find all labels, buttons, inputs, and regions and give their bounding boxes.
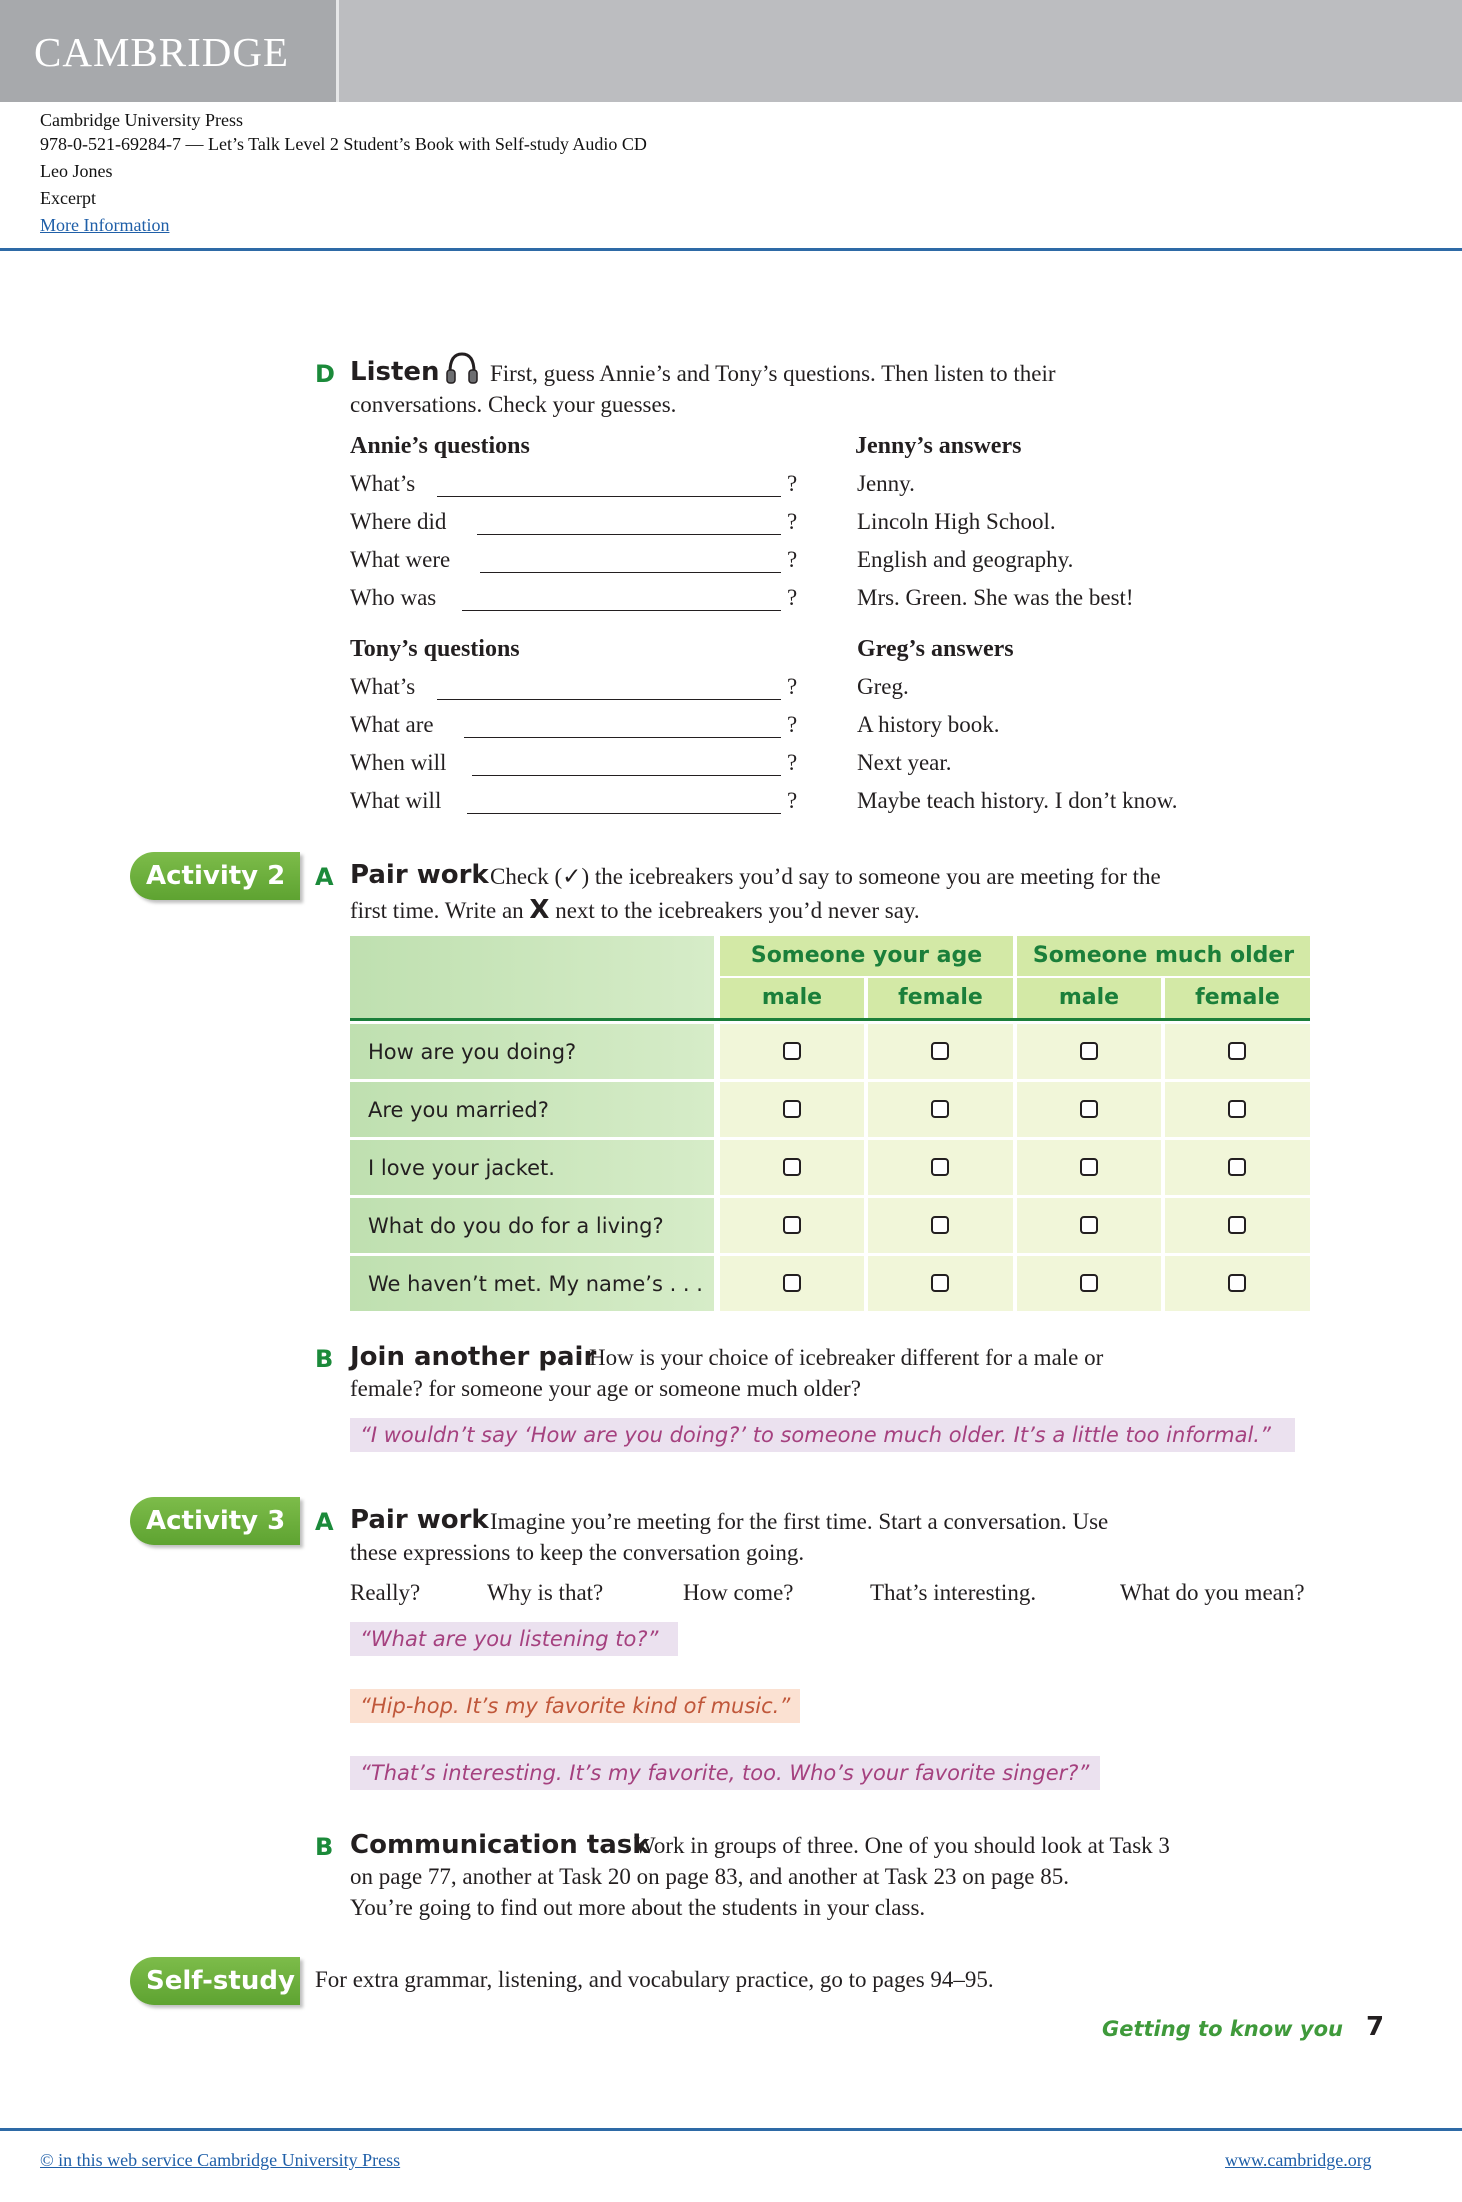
speech-bubble: “I wouldn’t say ‘How are you doing?’ to someone much older. It’s a little too informal.” [350, 1418, 1295, 1452]
cambridge-website-link[interactable]: www.cambridge.org [1225, 2150, 1372, 2170]
activity-3b-line3: You’re going to find out more about the students in your class. [350, 1895, 926, 1920]
greg-answers-title: Greg’s answers [857, 636, 1014, 662]
annie-q2: Where did [350, 509, 447, 534]
checkbox[interactable] [1080, 1100, 1098, 1118]
sub-male-1: male [720, 978, 864, 1018]
question-mark: ? [787, 674, 798, 699]
checkbox[interactable] [783, 1158, 801, 1176]
table-cell [1017, 1024, 1161, 1079]
checkbox[interactable] [1228, 1216, 1246, 1234]
annie-q3: What were [350, 547, 451, 572]
cambridge-logo: CAMBRIDGE [34, 29, 290, 75]
group-someone-your-age: Someone your age [720, 936, 1013, 976]
section-d-letter: D [315, 360, 335, 388]
checkbox[interactable] [931, 1158, 949, 1176]
page-number: 7 [1366, 2012, 1385, 2042]
author: Leo Jones [40, 161, 113, 181]
table-cell [1165, 1198, 1310, 1253]
table-cell [1017, 1140, 1161, 1195]
jenny-a1: Jenny. [857, 471, 915, 496]
activity-3b-line2: on page 77, another at Task 20 on page 83, and another at Task 23 on page 85. [350, 1864, 1069, 1889]
question-mark: ? [787, 585, 798, 610]
table-row-label: I love your jacket. [350, 1140, 714, 1195]
listen-heading: Listen [350, 357, 440, 387]
expression: That’s interesting. [870, 1580, 1037, 1605]
check-text: Check ( [490, 864, 563, 889]
greg-a2: A history book. [857, 712, 1000, 737]
checkbox[interactable] [1080, 1274, 1098, 1292]
checkbox[interactable] [1080, 1042, 1098, 1060]
checkbox[interactable] [931, 1274, 949, 1292]
checkbox[interactable] [931, 1042, 949, 1060]
sub-male-2: male [1017, 978, 1161, 1018]
checkbox[interactable] [1228, 1158, 1246, 1176]
jenny-a4: Mrs. Green. She was the best! [857, 585, 1134, 610]
join-another-pair-heading: Join another pair [350, 1342, 597, 1372]
self-study-text: For extra grammar, listening, and vocabulary practice, go to pages 94–95. [315, 1967, 994, 1992]
checkbox[interactable] [931, 1216, 949, 1234]
table-cell [868, 1024, 1013, 1079]
tony-questions-title: Tony’s questions [350, 636, 520, 662]
activity-2a-letter: A [315, 863, 334, 891]
table-cell [1017, 1256, 1161, 1311]
speech-bubble: “That’s interesting. It’s my favorite, too. Who’s your favorite singer?” [350, 1756, 1100, 1790]
jenny-answers-title: Jenny’s answers [855, 433, 1022, 459]
unit-title: Getting to know you [1102, 2017, 1343, 2041]
group-someone-much-older: Someone much older [1017, 936, 1310, 976]
checkbox[interactable] [1080, 1158, 1098, 1176]
headphones-icon [442, 348, 482, 388]
activity-3a-line1: Imagine you’re meeting for the first time. Start a conversation. Use [490, 1509, 1109, 1534]
checkbox[interactable] [783, 1216, 801, 1234]
question-mark: ? [787, 750, 798, 775]
activity-2a-line1 [490, 864, 1161, 890]
header-rule [0, 248, 1462, 251]
tony-q2: What are [350, 712, 434, 737]
checkbox[interactable] [1080, 1216, 1098, 1234]
table-cell [868, 1256, 1013, 1311]
activity-2-tab: Activity 2 [130, 852, 300, 900]
pair-work-heading: Pair work [350, 860, 489, 890]
table-cell [868, 1082, 1013, 1137]
write-text: first time. Write an [350, 898, 530, 923]
excerpt-label: Excerpt [40, 188, 96, 208]
answer-blank[interactable] [464, 737, 781, 738]
checkbox[interactable] [1228, 1274, 1246, 1292]
expression: Really? [350, 1580, 421, 1605]
sub-female-2: female [1165, 978, 1310, 1018]
question-mark: ? [787, 712, 798, 737]
speech-bubble-reply: “Hip-hop. It’s my favorite kind of music.” [350, 1689, 800, 1723]
write-text-2: next to the icebreakers you’d never say. [549, 898, 920, 923]
table-cell [720, 1198, 864, 1253]
tony-q1: What’s [350, 674, 416, 699]
activity-2b-letter: B [315, 1345, 334, 1373]
publisher: Cambridge University Press [40, 110, 243, 130]
check-mark-icon: ✓ [562, 864, 582, 890]
checkbox[interactable] [1228, 1042, 1246, 1060]
annie-questions-title: Annie’s questions [350, 433, 530, 459]
table-row-label: We haven’t met. My name’s . . . [350, 1256, 714, 1311]
answer-blank[interactable] [437, 496, 781, 497]
table-cell [1165, 1256, 1310, 1311]
checkbox[interactable] [783, 1274, 801, 1292]
activity-3a-line2: these expressions to keep the conversation going. [350, 1540, 805, 1565]
expression: How come? [683, 1580, 794, 1605]
activity-3b-line1: Work in groups of three. One of you should look at Task 3 [634, 1833, 1170, 1858]
activity-3a-letter: A [315, 1508, 334, 1536]
activity-3b-letter: B [315, 1833, 334, 1861]
table-cell [1165, 1140, 1310, 1195]
check-text-2: ) the icebreakers you’d say to someone you are meeting for the [581, 864, 1161, 889]
table-cell [868, 1198, 1013, 1253]
activity-3-tab: Activity 3 [130, 1497, 300, 1545]
table-corner [350, 936, 714, 1018]
checkbox[interactable] [783, 1042, 801, 1060]
table-cell [720, 1024, 864, 1079]
answer-blank[interactable] [480, 572, 781, 573]
annie-q1: What’s [350, 471, 416, 496]
footer-rule [0, 2128, 1462, 2131]
tony-q4: What will [350, 788, 442, 813]
speech-bubble: “What are you listening to?” [350, 1622, 678, 1656]
activity-2b-line1: How is your choice of icebreaker different for a male or [589, 1345, 1104, 1370]
answer-blank[interactable] [437, 699, 781, 700]
answer-blank[interactable] [467, 813, 781, 814]
table-cell [1165, 1024, 1310, 1079]
self-study-tab: Self-study [130, 1957, 300, 2005]
table-row-label: Are you married? [350, 1082, 714, 1137]
question-mark: ? [787, 509, 798, 534]
tony-q3: When will [350, 750, 447, 775]
answer-blank[interactable] [462, 610, 781, 611]
checkbox[interactable] [1228, 1100, 1246, 1118]
more-information-link[interactable]: More Information [40, 215, 170, 235]
listen-instruction-2: conversations. Check your guesses. [350, 392, 677, 417]
table-row-label: How are you doing? [350, 1024, 714, 1079]
greg-a3: Next year. [857, 750, 952, 775]
answer-blank[interactable] [472, 775, 781, 776]
table-cell [1165, 1082, 1310, 1137]
answer-blank[interactable] [477, 534, 781, 535]
table-cell [1017, 1082, 1161, 1137]
table-header-rule [350, 1018, 1310, 1021]
checkbox[interactable] [783, 1100, 801, 1118]
greg-a4: Maybe teach history. I don’t know. [857, 788, 1178, 813]
copyright-link[interactable]: © in this web service Cambridge University Press [40, 2150, 401, 2170]
jenny-a3: English and geography. [857, 547, 1074, 572]
expression: Why is that? [487, 1580, 604, 1605]
pair-work-heading-2: Pair work [350, 1505, 489, 1535]
listen-instruction-1: First, guess Annie’s and Tony’s questions. Then listen to their [490, 361, 1056, 386]
x-mark-icon: X [529, 895, 550, 925]
communication-task-heading: Communication task [350, 1830, 650, 1860]
checkbox[interactable] [931, 1100, 949, 1118]
greg-a1: Greg. [857, 674, 909, 699]
question-mark: ? [787, 788, 798, 813]
activity-2b-line2: female? for someone your age or someone much older? [350, 1376, 861, 1401]
sub-female-1: female [868, 978, 1013, 1018]
table-cell [720, 1082, 864, 1137]
annie-q4: Who was [350, 585, 437, 610]
expression: What do you mean? [1120, 1580, 1305, 1605]
question-mark: ? [787, 547, 798, 572]
table-cell [868, 1140, 1013, 1195]
activity-2a-line2 [350, 895, 920, 925]
jenny-a2: Lincoln High School. [857, 509, 1056, 534]
icebreaker-table [350, 936, 1310, 1306]
question-mark: ? [787, 471, 798, 496]
table-cell [720, 1140, 864, 1195]
isbn-title: 978-0-521-69284-7 — Let’s Talk Level 2 Student’s Book with Self-study Audio CD [40, 134, 647, 154]
table-cell [720, 1256, 864, 1311]
table-row-label: What do you do for a living? [350, 1198, 714, 1253]
table-cell [1017, 1198, 1161, 1253]
